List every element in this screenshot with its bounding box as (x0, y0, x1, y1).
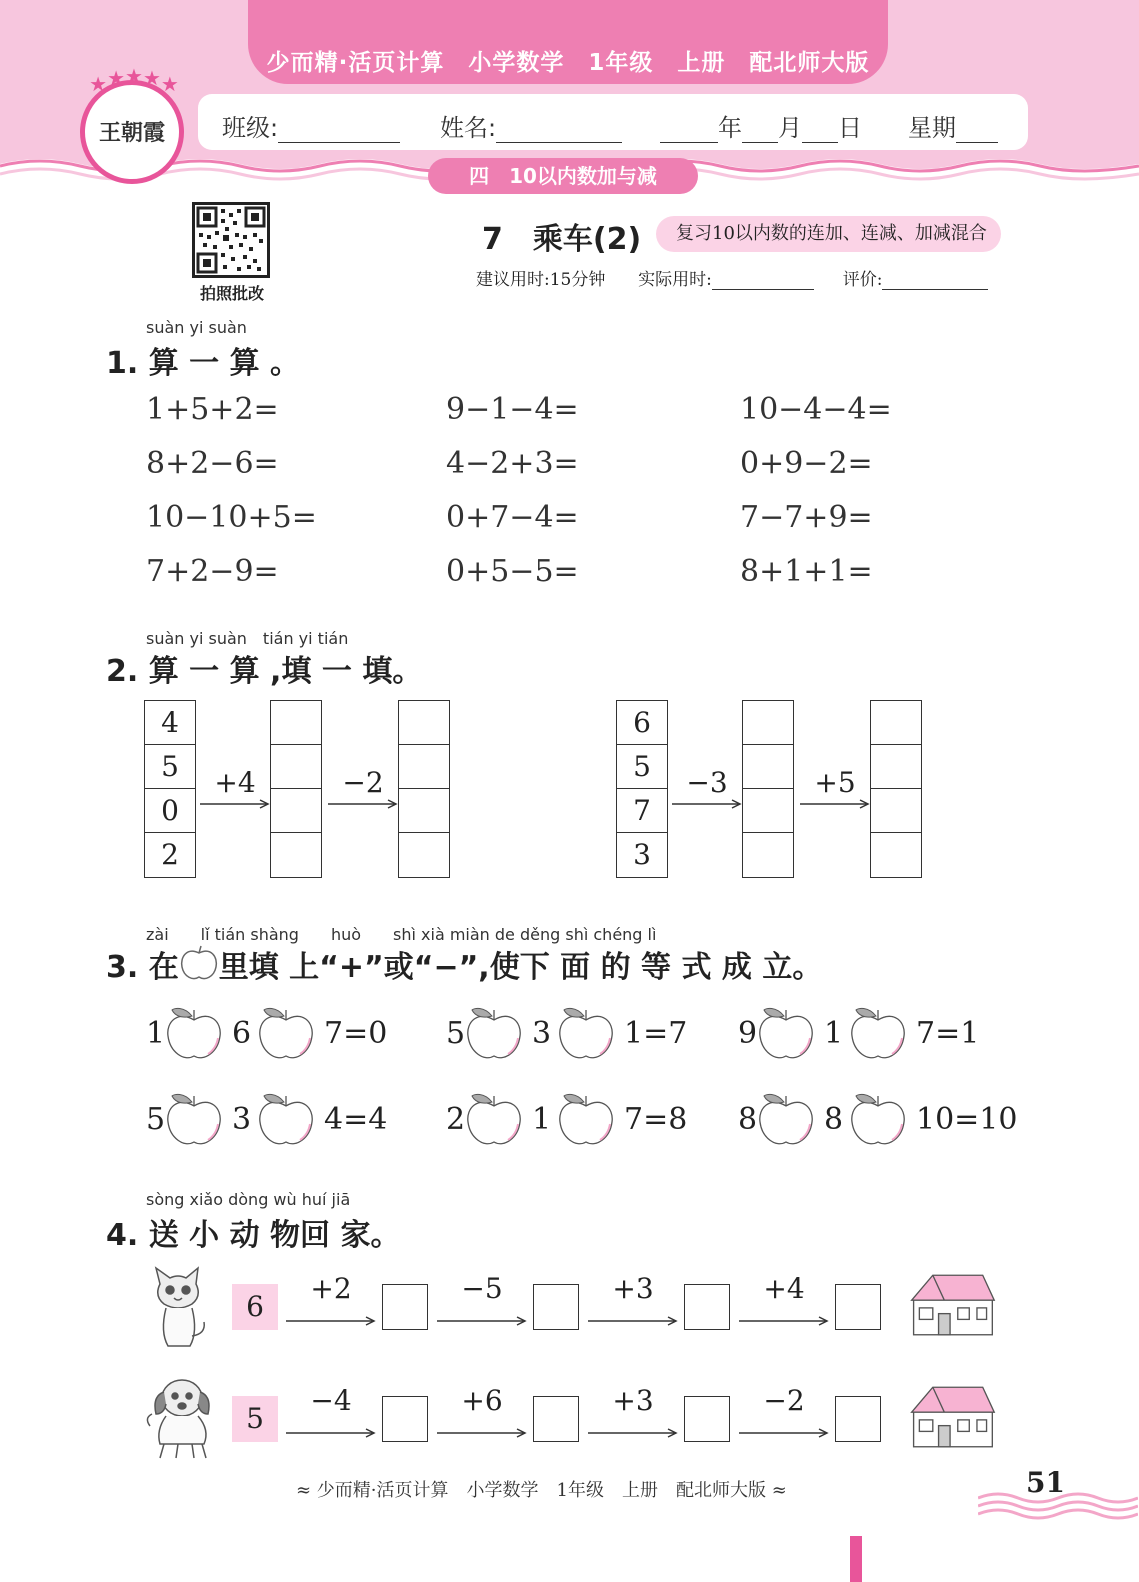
class-label: 班级: (222, 114, 279, 142)
answer-column[interactable] (398, 700, 450, 878)
number-a: 9 (738, 1016, 758, 1051)
suggested-time: 建议用时:15分钟 (476, 270, 606, 290)
qr-code-icon[interactable] (192, 202, 270, 278)
arrow-icon (198, 797, 272, 811)
start-cell: 7 (617, 789, 667, 833)
answer-cell[interactable] (743, 789, 793, 833)
answer-cell[interactable] (871, 833, 921, 877)
number-b: 1 (532, 1102, 552, 1137)
q3-title-before: 3. 在 (106, 950, 179, 985)
q3-title-after: 里填 上“+”或“−”,使下 面 的 等 式 成 立。 (218, 950, 823, 985)
operation-label: +6 (461, 1384, 503, 1417)
answer-box[interactable] (684, 1396, 730, 1442)
operation-label: −4 (310, 1384, 352, 1417)
arrow-icon (435, 1314, 529, 1328)
arrow-icon (586, 1426, 680, 1440)
q2-title: 2. 算 一 算 ,填 一 填。 (106, 654, 423, 689)
answer-box[interactable] (533, 1396, 579, 1442)
start-cell: 5 (617, 745, 667, 789)
apple-icon[interactable] (256, 1090, 316, 1150)
number-b: 3 (532, 1016, 552, 1051)
operation-label: −5 (461, 1272, 503, 1305)
answer-cell[interactable] (743, 701, 793, 745)
house-icon (904, 1382, 1000, 1452)
equation[interactable]: 0+7−4= (446, 500, 579, 535)
apple-icon[interactable] (756, 1004, 816, 1064)
dog-icon (142, 1374, 218, 1464)
number-a: 1 (146, 1016, 166, 1051)
number-b: 1 (824, 1016, 844, 1051)
answer-cell[interactable] (743, 833, 793, 877)
logo-stars: ★★★★★ (89, 64, 179, 96)
apple-icon[interactable] (164, 1004, 224, 1064)
apple-icon[interactable] (464, 1090, 524, 1150)
number-result: 1=7 (624, 1016, 688, 1051)
equation[interactable]: 7+2−9= (146, 554, 279, 589)
year-label: 年 (718, 114, 742, 142)
number-a: 2 (446, 1102, 466, 1137)
date-field[interactable] (660, 108, 862, 143)
answer-box[interactable] (835, 1396, 881, 1442)
q2-pinyin: suàn yi suàn tián yi tián (146, 629, 349, 648)
weekday-field[interactable] (908, 108, 998, 143)
q3-pinyin: zài lǐ tián shàng huò shì xià miàn de děng shì chéng lì (146, 925, 657, 944)
arrow-icon (670, 797, 744, 811)
actual-time-label: 实际用时: (638, 270, 712, 290)
answer-column[interactable] (270, 700, 322, 878)
answer-cell[interactable] (399, 701, 449, 745)
answer-cell[interactable] (871, 745, 921, 789)
number-result: 7=0 (324, 1016, 388, 1051)
class-field[interactable] (222, 108, 400, 143)
start-cell: 6 (617, 701, 667, 745)
arrow-icon (798, 797, 872, 811)
apple-icon[interactable] (556, 1004, 616, 1064)
qr-label: 拍照批改 (199, 284, 264, 303)
answer-box[interactable] (533, 1284, 579, 1330)
apple-icon[interactable] (256, 1004, 316, 1064)
start-cell: 0 (145, 789, 195, 833)
equation[interactable]: 1+5+2= (146, 392, 279, 427)
apple-icon[interactable] (848, 1090, 908, 1150)
name-field[interactable] (440, 108, 622, 143)
house-icon (904, 1270, 1000, 1340)
equation[interactable]: 4−2+3= (446, 446, 579, 481)
answer-box[interactable] (382, 1396, 428, 1442)
lesson-subtitle: 复习10以内数的连加、连减、加减混合 (656, 216, 1001, 252)
equation[interactable]: 0+9−2= (740, 446, 873, 481)
number-result: 7=1 (916, 1016, 980, 1051)
time-row (476, 265, 988, 290)
start-cell: 3 (633, 838, 651, 871)
name-label: 姓名: (440, 114, 497, 142)
answer-cell[interactable] (271, 789, 321, 833)
operation-label: +3 (612, 1272, 654, 1305)
apple-icon[interactable] (756, 1090, 816, 1150)
operation-label: +2 (310, 1272, 352, 1305)
answer-cell[interactable] (399, 833, 449, 877)
page-number: 51 (1026, 1466, 1065, 1499)
operation-label: +4 (763, 1272, 805, 1305)
arrow-icon (435, 1426, 529, 1440)
arrow-icon (284, 1314, 378, 1328)
number-a: 5 (146, 1102, 166, 1137)
apple-icon[interactable] (848, 1004, 908, 1064)
lesson-title: 7 乘车(2) (482, 222, 642, 257)
apple-icon (179, 945, 219, 981)
logo-text: 王朝霞 (98, 120, 165, 146)
equation[interactable]: 7−7+9= (740, 500, 873, 535)
rating-label: 评价: (842, 270, 883, 290)
start-cell: 2 (161, 838, 179, 871)
q4-pinyin: sòng xiǎo dòng wù huí jiā (146, 1190, 351, 1209)
equation[interactable]: 8+1+1= (740, 554, 873, 589)
arrow-icon (284, 1426, 378, 1440)
answer-cell[interactable] (399, 745, 449, 789)
answer-cell[interactable] (271, 701, 321, 745)
number-a: 8 (738, 1102, 758, 1137)
apple-icon[interactable] (464, 1004, 524, 1064)
equation[interactable]: 9−1−4= (446, 392, 579, 427)
answer-cell[interactable] (871, 789, 921, 833)
operation-label: +5 (814, 766, 856, 799)
number-result: 10=10 (916, 1102, 1018, 1137)
number-b: 6 (232, 1016, 252, 1051)
operation-label: +4 (214, 766, 256, 799)
answer-column[interactable] (742, 700, 794, 878)
arrow-icon (737, 1314, 831, 1328)
series-title: 少而精·活页计算 小学数学 1年级 上册 配北师大版 (266, 50, 870, 76)
equation[interactable]: 0+5−5= (446, 554, 579, 589)
arrow-icon (737, 1426, 831, 1440)
weekday-label: 星期 (908, 114, 956, 142)
answer-column[interactable] (870, 700, 922, 878)
answer-cell[interactable] (271, 833, 321, 877)
number-b: 8 (824, 1102, 844, 1137)
number-b: 3 (232, 1102, 252, 1137)
unit-tab: 四 10以内数加与减 (428, 158, 698, 194)
answer-cell[interactable] (743, 745, 793, 789)
equation[interactable]: 8+2−6= (146, 446, 279, 481)
operation-label: −2 (763, 1384, 805, 1417)
equation[interactable]: 10−10+5= (146, 500, 317, 535)
start-number: 5 (232, 1396, 278, 1442)
bottom-marker (850, 1536, 862, 1582)
operation-label: −3 (686, 766, 728, 799)
footer-text: ≈ 少而精·活页计算 小学数学 1年级 上册 配北师大版 ≈ (296, 1480, 787, 1501)
number-result: 7=8 (624, 1102, 688, 1137)
cat-icon (142, 1262, 218, 1352)
answer-box[interactable] (382, 1284, 428, 1330)
start-column (616, 700, 668, 878)
answer-cell[interactable] (871, 701, 921, 745)
start-column (144, 700, 196, 878)
answer-cell[interactable] (399, 789, 449, 833)
q1-pinyin: suàn yi suàn (146, 318, 247, 337)
start-number: 6 (232, 1284, 278, 1330)
answer-box[interactable] (684, 1284, 730, 1330)
arrow-icon (326, 797, 400, 811)
start-cell: 5 (145, 745, 195, 789)
number-result: 4=4 (324, 1102, 388, 1137)
answer-box[interactable] (835, 1284, 881, 1330)
start-cell: 4 (145, 701, 195, 745)
day-label: 日 (838, 114, 862, 142)
apple-icon[interactable] (164, 1090, 224, 1150)
q1-title: 1. 算 一 算 。 (106, 346, 301, 381)
equation[interactable]: 10−4−4= (740, 392, 892, 427)
number-a: 5 (446, 1016, 466, 1051)
q4-title: 4. 送 小 动 物回 家。 (106, 1218, 401, 1253)
month-label: 月 (778, 114, 802, 142)
operation-label: +3 (612, 1384, 654, 1417)
q3-title (106, 942, 822, 986)
answer-cell[interactable] (271, 745, 321, 789)
operation-label: −2 (342, 766, 384, 799)
arrow-icon (586, 1314, 680, 1328)
apple-icon[interactable] (556, 1090, 616, 1150)
